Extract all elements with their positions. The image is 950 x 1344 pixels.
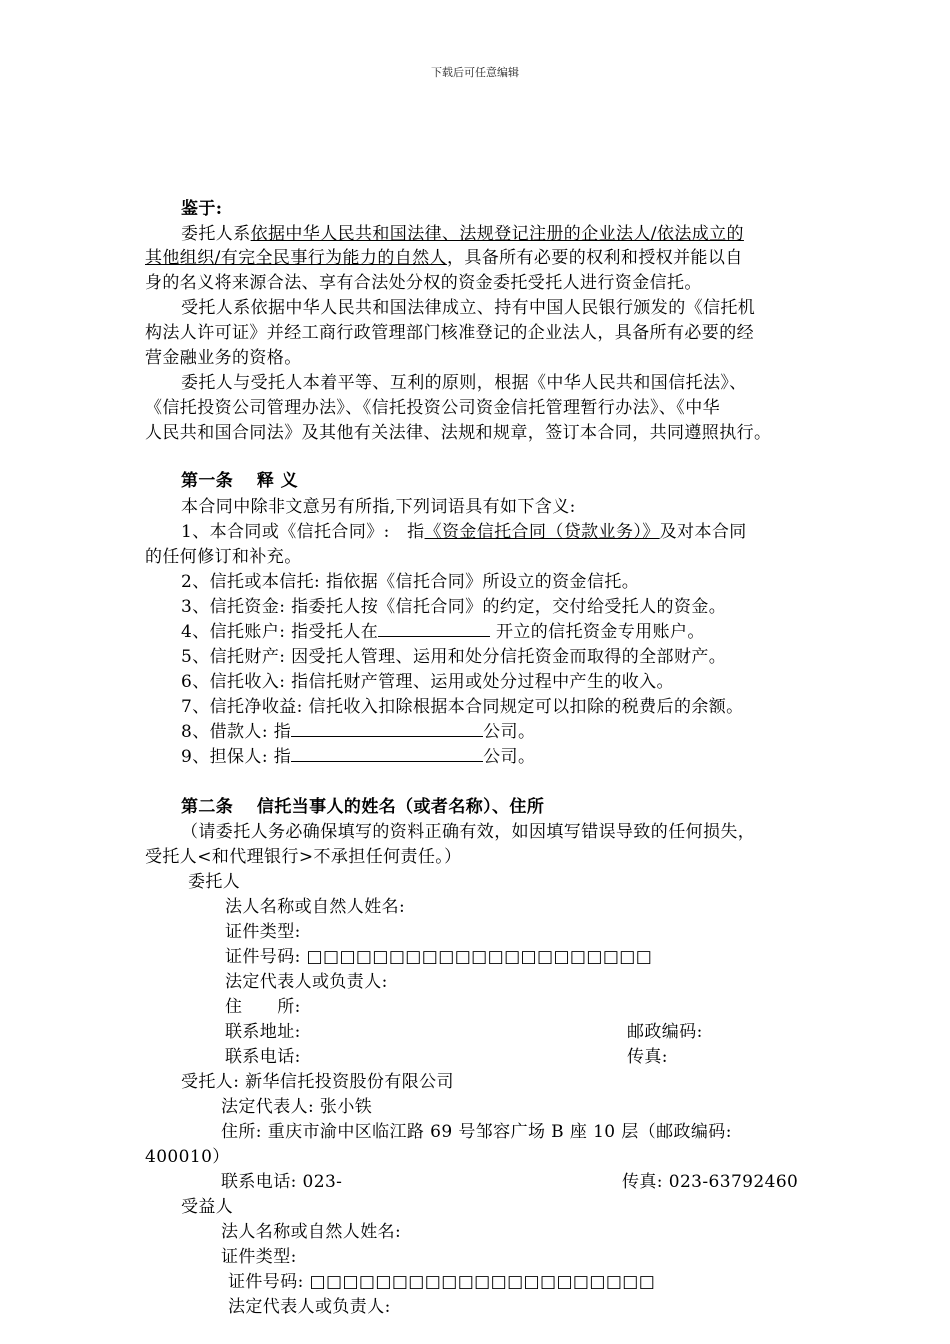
trustee-fax: 传真: 023-63792460	[622, 1172, 799, 1192]
article-2-note-line-1: （请委托人务必确保填写的资料正确有效，如因填写错误导致的任何损失，	[181, 822, 756, 842]
settlor-contact-address-field: 联系地址:	[225, 1022, 301, 1042]
definition-6: 6、信托收入: 指信托财产管理、运用或处分过程中产生的收入。	[181, 672, 674, 692]
settlor-name-field: 法人名称或自然人姓名:	[225, 897, 406, 917]
recital-3-line-1: 委托人与受托人本着平等、互利的原则，根据《中华人民共和国信托法》、	[181, 373, 747, 393]
beneficiary-rep-field: 法定代表人或负责人:	[228, 1297, 391, 1317]
definition-4: 4、信托账户: 指受托人在 开立的信托资金专用账户。	[181, 622, 705, 642]
article-2-note-line-2: 受托人<和代理银行>不承担任何责任。）	[145, 847, 462, 867]
settlor-fax-field: 传真:	[627, 1047, 668, 1067]
settlor-idno-field: 证件号码: □□□□□□□□□□□□□□□□□□□□□	[225, 947, 653, 967]
settlor-rep-field: 法定代表人或负责人:	[225, 972, 388, 992]
definition-1-line-2: 的任何修订和补充。	[145, 547, 302, 567]
borrower-blank[interactable]	[291, 720, 483, 737]
guarantor-blank[interactable]	[291, 745, 483, 762]
recital-3-line-3: 人民共和国合同法》及其他有关法律、法规和规章，签订本合同，共同遵照执行。	[145, 423, 772, 443]
settlor-heading: 委托人	[188, 872, 241, 892]
trustee-phone: 联系电话: 023-	[221, 1172, 343, 1192]
trustee-heading: 受托人: 新华信托投资股份有限公司	[181, 1072, 454, 1092]
definition-8: 8、借款人: 指 公司。	[181, 722, 536, 742]
recital-2-line-1: 受托人系依据中华人民共和国法律成立、持有中国人民银行颁发的《信托机	[181, 298, 756, 318]
recital-3-line-2: 《信托投资公司管理办法》、《信托投资公司资金信托管理暂行办法》、《中华	[145, 398, 720, 418]
recital-2-line-2: 构法人许可证》并经工商行政管理部门核准登记的企业法人，具备所有必要的经	[145, 323, 754, 343]
beneficiary-idno-field: 证件号码: □□□□□□□□□□□□□□□□□□□□□	[228, 1272, 656, 1292]
settlor-phone-field: 联系电话:	[225, 1047, 301, 1067]
recital-1-line-1: 委托人系依据中华人民共和国法律、法规登记注册的企业法人/依法成立的	[181, 224, 744, 244]
beneficiary-name-field: 法人名称或自然人姓名:	[221, 1222, 402, 1242]
article-2-title: 第二条 信托当事人的姓名（或者名称）、住所	[181, 797, 545, 817]
settlor-idtype-field: 证件类型:	[225, 922, 301, 942]
page-header: 下载后可任意编辑	[431, 66, 519, 79]
definition-5: 5、信托财产: 因受托人管理、运用和处分信托资金而取得的全部财产。	[181, 647, 727, 667]
definition-2: 2、信托或本信托: 指依据《信托合同》所设立的资金信托。	[181, 572, 640, 592]
bank-blank[interactable]	[378, 620, 490, 637]
article-1-intro: 本合同中除非文意另有所指,下列词语具有如下含义:	[181, 497, 576, 517]
recitals-title: 鉴于:	[181, 199, 223, 219]
recital-1-line-3: 身的名义将来源合法、享有合法处分权的资金委托受托人进行资金信托。	[145, 273, 702, 293]
definition-3: 3、信托资金: 指委托人按《信托合同》的约定，交付给受托人的资金。	[181, 597, 727, 617]
definition-9: 9、担保人: 指 公司。	[181, 747, 536, 767]
trustee-address-line-1: 住所: 重庆市渝中区临江路 69 号邹容广场 B 座 10 层（邮政编码:	[221, 1122, 732, 1142]
definition-1-line-1: 1、本合同或《信托合同》: 指《资金信托合同（贷款业务）》及对本合同	[181, 522, 747, 542]
article-1-title: 第一条 释 义	[181, 471, 299, 491]
trustee-rep: 法定代表人: 张小铁	[221, 1097, 373, 1117]
settlor-postcode-field: 邮政编码:	[627, 1022, 703, 1042]
beneficiary-heading: 受益人	[181, 1197, 234, 1217]
beneficiary-idtype-field: 证件类型:	[221, 1247, 297, 1267]
definition-7: 7、信托净收益: 信托收入扣除根据本合同规定可以扣除的税费后的余额。	[181, 697, 744, 717]
recital-1-line-2: 其他组织/有完全民事行为能力的自然人，具备所有必要的权利和授权并能以自	[145, 248, 743, 268]
settlor-address-field: 住 所:	[225, 997, 301, 1017]
recital-2-line-3: 营金融业务的资格。	[145, 348, 302, 368]
trustee-address-line-2: 400010）	[145, 1147, 230, 1167]
